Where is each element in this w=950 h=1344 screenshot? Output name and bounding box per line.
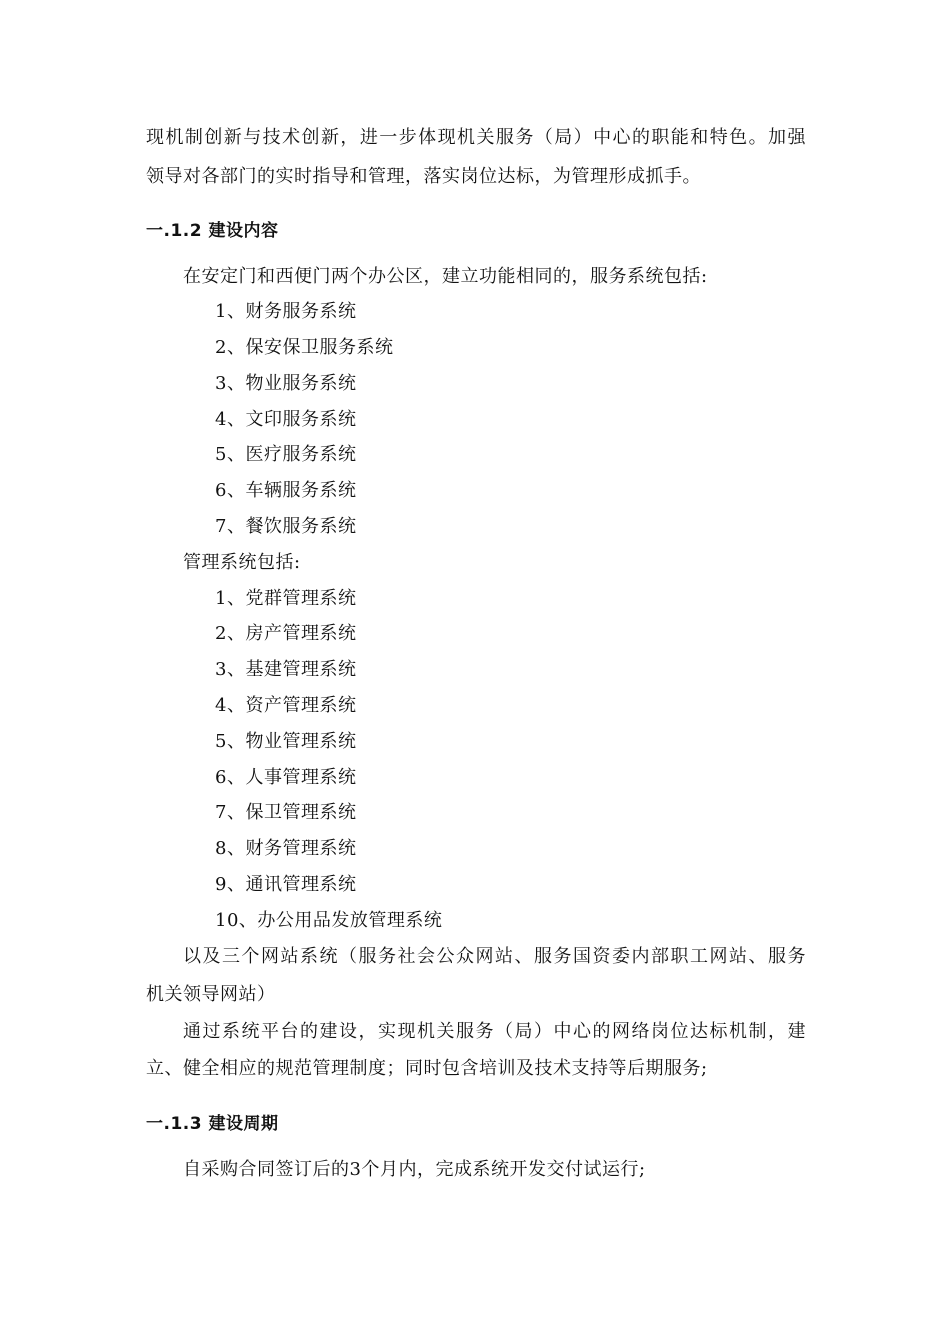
- service-item: 7、餐饮服务系统: [215, 516, 357, 537]
- management-item: 6、人事管理系统: [215, 767, 357, 788]
- service-systems-intro: 在安定门和西便门两个办公区，建立功能相同的，服务系统包括:: [183, 266, 708, 287]
- management-systems-intro: 管理系统包括:: [183, 552, 301, 573]
- management-item: 5、物业管理系统: [215, 731, 357, 752]
- service-item: 2、保安保卫服务系统: [215, 337, 394, 358]
- management-item: 8、财务管理系统: [215, 838, 357, 859]
- platform-paragraph-line-2: 立、健全相应的规范管理制度；同时包含培训及技术支持等后期服务;: [146, 1058, 708, 1079]
- websites-paragraph-line-2: 机关领导网站）: [146, 984, 276, 1005]
- service-item: 1、财务服务系统: [215, 301, 357, 322]
- management-item: 4、资产管理系统: [215, 695, 357, 716]
- intro-paragraph-line-2: 领导对各部门的实时指导和管理，落实岗位达标，为管理形成抓手。: [146, 166, 701, 187]
- management-item: 2、房产管理系统: [215, 623, 357, 644]
- intro-paragraph-line-1: 现机制创新与技术创新，进一步体现机关服务（局）中心的职能和特色。加强: [146, 127, 806, 148]
- service-item: 5、医疗服务系统: [215, 444, 357, 465]
- platform-paragraph-line-1: 通过系统平台的建设，实现机关服务（局）中心的网络岗位达标机制，建: [183, 1021, 806, 1042]
- section-heading-content: 一.1.2 建设内容: [146, 221, 279, 241]
- service-item: 3、物业服务系统: [215, 373, 357, 394]
- period-paragraph: 自采购合同签订后的3个月内，完成系统开发交付试运行;: [183, 1159, 646, 1180]
- management-item: 9、通讯管理系统: [215, 874, 357, 895]
- management-item: 3、基建管理系统: [215, 659, 357, 680]
- websites-paragraph-line-1: 以及三个网站系统（服务社会公众网站、服务国资委内部职工网站、服务: [183, 946, 806, 967]
- management-item: 1、党群管理系统: [215, 588, 357, 609]
- management-item: 10、办公用品发放管理系统: [215, 910, 443, 931]
- service-item: 6、车辆服务系统: [215, 480, 357, 501]
- section-heading-period: 一.1.3 建设周期: [146, 1114, 279, 1134]
- service-item: 4、文印服务系统: [215, 409, 357, 430]
- management-item: 7、保卫管理系统: [215, 802, 357, 823]
